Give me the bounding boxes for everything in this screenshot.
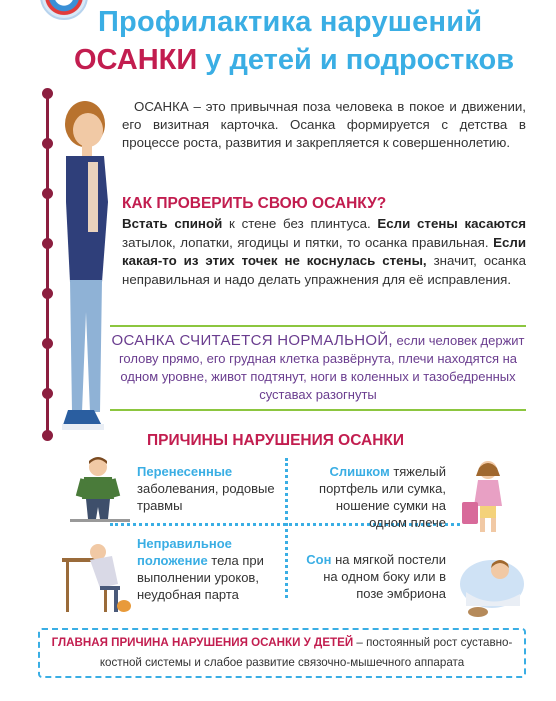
normal-posture-rest: если человек держит голову прямо, его грудная клетка развёрнута, плечи находятся на одном уровне, живот подтянут, ноги в коленных и тазобедренных суставах разогнуты [118, 333, 525, 402]
check-text-bold: Встать спиной [122, 216, 223, 231]
cause-text: тела при выполнении уроков, неудобная парта [137, 553, 264, 602]
check-text: значит, осанка неправильная и надо делать упражнения для её исправления. [122, 253, 527, 287]
check-posture-text [122, 215, 526, 289]
subtitle-accent: ОСАНКИ [74, 44, 198, 76]
main-cause-text: – постоянный рост суставно-костной системы и слабое развитие связочно-мышечного аппарата [99, 636, 513, 669]
divider [110, 325, 526, 327]
cause-item-sleep [296, 551, 446, 602]
cause-text: заболевания, родовые травмы [137, 481, 275, 513]
cause-item-illness [137, 463, 277, 514]
cause-item-position [137, 535, 277, 603]
cause-text: на мягкой постели на одном боку или в позе эмбриона [323, 552, 446, 601]
dotted-divider-vertical [285, 458, 288, 598]
normal-posture-caps: ОСАНКА СЧИТАЕТСЯ НОРМАЛЬНОЙ, [111, 332, 393, 349]
causes-heading: ПРИЧИНЫ НАРУШЕНИЯ ОСАНКИ [147, 432, 405, 449]
sick-boy-illustration [62, 455, 134, 525]
main-cause-box [38, 628, 526, 678]
subtitle-rest: у детей и подростков [197, 44, 515, 76]
cause-keyword: Перенесенные [137, 464, 233, 479]
organization-logo [40, 0, 88, 20]
sleeping-child-illustration [458, 540, 528, 620]
check-text-bold: Если какая-то из этих точек не коснулась стены, [122, 234, 526, 268]
page-subtitle [74, 44, 514, 77]
girl-with-bag-illustration [460, 458, 522, 536]
cause-text: тяжелый портфель или сумка, ношение сумки на одном плече [319, 464, 446, 530]
cause-keyword: Сон [306, 552, 332, 567]
main-cause-keyword: ГЛАВНАЯ ПРИЧИНА НАРУШЕНИЯ ОСАНКИ У ДЕТЕЙ [51, 636, 354, 649]
normal-posture-text [110, 332, 526, 404]
page-title: Профилактика нарушений [98, 6, 483, 38]
intro-paragraph: ОСАНКА – это привычная поза человека в покое и движении, его визитная карточка. Осанка формируется с детства в процессе роста, развития и закрепляется к совершеннолетию. [122, 99, 526, 150]
check-text: к стене без плинтуса. [222, 216, 378, 231]
divider [110, 409, 526, 411]
check-text: затылок, лопатки, ягодицы и пятки, то осанка правильная. [122, 234, 494, 250]
check-text-bold: Если стены касаются [377, 216, 526, 231]
cause-keyword: Неправильное положение [137, 536, 232, 568]
cause-item-heavy-bag [296, 463, 446, 531]
cause-keyword: Слишком [329, 464, 390, 479]
child-at-desk-illustration [60, 536, 135, 618]
check-posture-heading: КАК ПРОВЕРИТЬ СВОЮ ОСАНКУ? [122, 195, 387, 212]
